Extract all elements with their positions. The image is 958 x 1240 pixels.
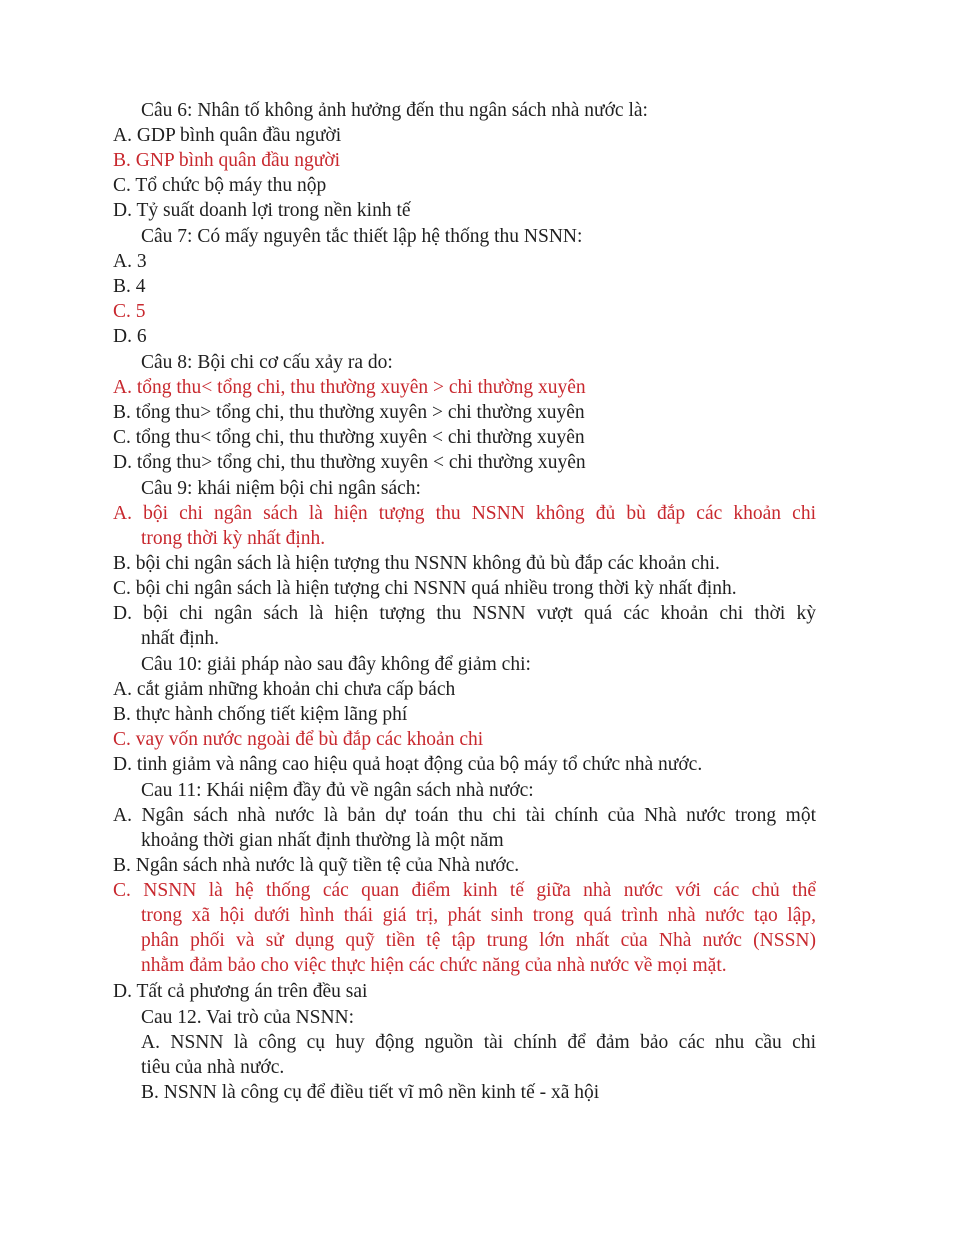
question-10-option-b: B. thực hành chống tiết kiệm lãng phí — [113, 704, 408, 725]
question-10-option-d: D. tinh giảm và nâng cao hiệu quả hoạt động của bộ máy tổ chức nhà nước. — [113, 754, 703, 775]
question-9-option-d: D. bội chi ngân sách là hiện tượng thu NSNN vượt quá các khoản chi thời kỳ — [113, 603, 816, 624]
question-8-option-d: D. tổng thu> tổng chi, thu thường xuyên < chi thường xuyên — [113, 452, 586, 473]
question-7-option-a: A. 3 — [113, 251, 147, 272]
question-10-title: Câu 10: giải pháp nào sau đây không để giảm chi: — [141, 654, 531, 675]
question-7-option-c: C. 5 — [113, 301, 146, 322]
question-11-option-c: C. NSNN là hệ thống các quan điểm kinh tế giữa nhà nước với các chủ thể — [113, 880, 816, 901]
question-8-option-c: C. tổng thu< tổng chi, thu thường xuyên < chi thường xuyên — [113, 427, 585, 448]
question-7-title: Câu 7: Có mấy nguyên tắc thiết lập hệ thống thu NSNN: — [141, 226, 583, 247]
question-9-title: Câu 9: khái niệm bội chi ngân sách: — [141, 478, 421, 499]
question-6-option-a: A. GDP bình quân đầu người — [113, 125, 342, 146]
question-6-option-b: B. GNP bình quân đầu người — [113, 150, 341, 171]
question-11-option-c-cont-3: nhằm đảm bảo cho việc thực hiện các chức năng của nhà nước về mọi mặt. — [141, 955, 727, 976]
question-11-option-d: D. Tất cả phương án trên đều sai — [113, 981, 368, 1002]
question-8-title: Câu 8: Bội chi cơ cấu xảy ra do: — [141, 352, 393, 373]
question-11-option-c-cont-1: trong xã hội dưới hình thái giá trị, phát sinh trong quá trình nhà nước tạo lập, — [141, 905, 816, 926]
question-9-option-a-cont: trong thời kỳ nhất định. — [141, 528, 326, 549]
question-7-option-d: D. 6 — [113, 326, 147, 347]
question-11-title: Cau 11: Khái niệm đầy đủ về ngân sách nhà nước: — [141, 780, 534, 801]
question-9-option-c: C. bội chi ngân sách là hiện tượng chi NSNN quá nhiều trong thời kỳ nhất định. — [113, 578, 737, 599]
question-12-option-a: A. NSNN là công cụ huy động nguồn tài chính để đảm bảo các nhu cầu chi — [141, 1032, 816, 1053]
question-6-title: Câu 6: Nhân tố không ảnh hưởng đến thu ngân sách nhà nước là: — [141, 100, 648, 121]
question-9-option-b: B. bội chi ngân sách là hiện tượng thu NSNN không đủ bù đắp các khoản chi. — [113, 553, 720, 574]
question-12-title: Cau 12. Vai trò của NSNN: — [141, 1007, 355, 1028]
question-6-option-c: C. Tổ chức bộ máy thu nộp — [113, 175, 327, 196]
question-11-option-c-cont-2: phân phối và sử dụng quỹ tiền tệ tập trung lớn nhất của Nhà nước (NSSN) — [141, 930, 816, 951]
question-10-option-c: C. vay vốn nước ngoài để bù đắp các khoản chi — [113, 729, 484, 750]
question-10-option-a: A. cắt giảm những khoản chi chưa cấp bách — [113, 679, 456, 700]
question-9-option-a: A. bội chi ngân sách là hiện tượng thu NSNN không đủ bù đắp các khoản chi — [113, 503, 816, 524]
question-11-option-b: B. Ngân sách nhà nước là quỹ tiền tệ của Nhà nước. — [113, 855, 520, 876]
question-7-option-b: B. 4 — [113, 276, 146, 297]
question-6-option-d: D. Tỷ suất doanh lợi trong nền kinh tế — [113, 200, 411, 221]
question-11-option-a: A. Ngân sách nhà nước là bản dự toán thu chi tài chính của Nhà nước trong một — [113, 805, 816, 826]
question-8-option-b: B. tổng thu> tổng chi, thu thường xuyên > chi thường xuyên — [113, 402, 585, 423]
question-9-option-d-cont: nhất định. — [141, 628, 219, 649]
question-12-option-a-cont: tiêu của nhà nước. — [141, 1057, 285, 1078]
question-11-option-a-cont: khoảng thời gian nhất định thường là một năm — [141, 830, 504, 851]
question-12-option-b: B. NSNN là công cụ để điều tiết vĩ mô nền kinh tế - xã hội — [141, 1082, 600, 1103]
question-8-option-a: A. tổng thu< tổng chi, thu thường xuyên > chi thường xuyên — [113, 377, 586, 398]
